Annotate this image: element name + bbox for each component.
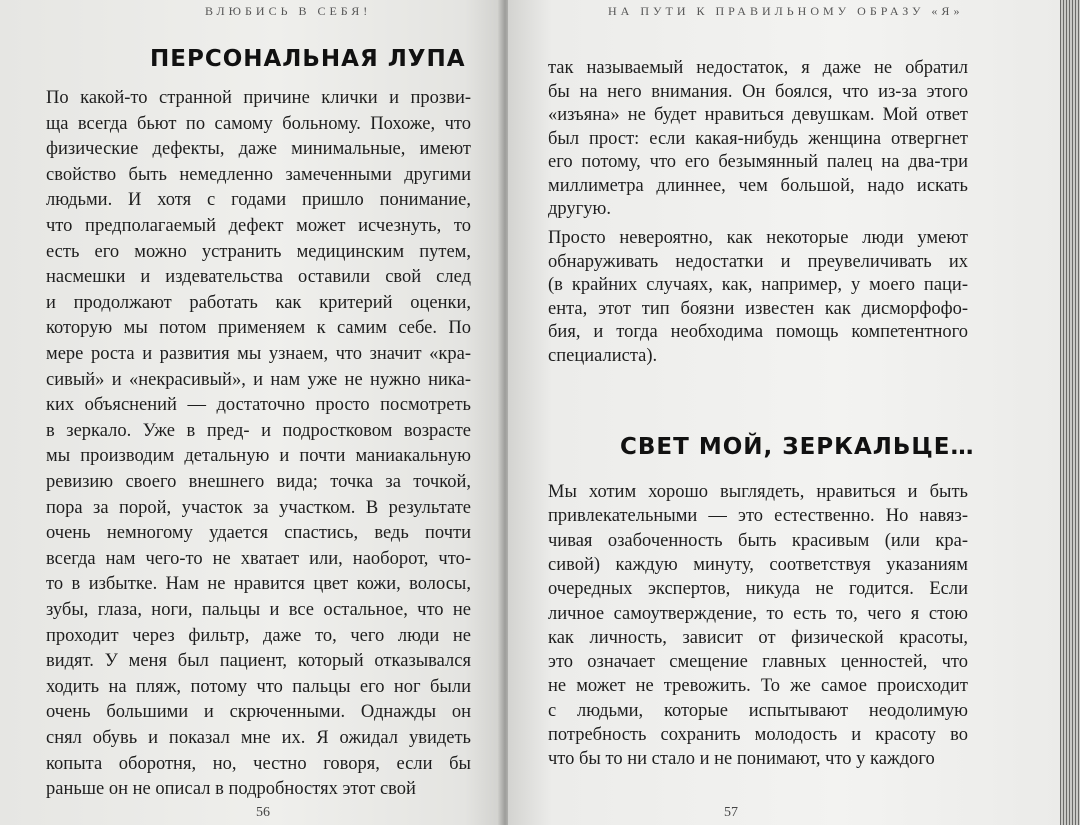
text-line: привлекательными — это естественно. Но навяз- xyxy=(548,506,968,527)
text-line: пора за порой, участок за участком. В результате xyxy=(46,497,471,518)
text-line: сивой) каждую минуту, соответствуя указаниям xyxy=(548,554,968,575)
text-line: бия, и тогда необходима помощь компетентного xyxy=(548,322,968,342)
text-line: и продолжают работать как критерий оценки, xyxy=(46,292,471,313)
text-line: очередных экспертов, никуда не годится. Если xyxy=(548,579,968,600)
text-line: так называемый недостаток, я даже не обратил xyxy=(548,58,968,78)
text-line: видят. У меня был пациент, который отказывался xyxy=(46,651,471,672)
text-line: мы производим детальную и почти маниакальную xyxy=(46,446,471,467)
text-line: что предполагаемый дефект может исчезнуть, то xyxy=(46,216,471,236)
text-line: Мы хотим хорошо выглядеть, нравиться и быть xyxy=(548,482,968,502)
text-line: в зеркало. Уже в пред- и подростковом возрасте xyxy=(46,420,471,441)
text-line: был прост: если какая-нибудь женщина отвергнет xyxy=(548,128,968,149)
text-line: то в избытке. Нам не нравится цвет кожи, волосы, xyxy=(46,574,471,595)
text-line: которую мы потом применяем к самим себе. По xyxy=(46,318,471,339)
section-heading-personal-magnifier: ПЕРСОНАЛЬНАЯ ЛУПА xyxy=(150,46,466,72)
text-line: Просто невероятно, как некоторые люди умеют xyxy=(548,228,968,248)
text-line: По какой-то странной причине клички и прозви- xyxy=(46,88,471,108)
text-line: зубы, глаза, ноги, пальцы и все остальное, что не xyxy=(46,600,471,620)
text-line: ких объяснений — достаточно просто посмотреть xyxy=(46,395,471,416)
text-line: ходить на пляж, потому что пальцы его ног были xyxy=(46,676,471,697)
text-line: людьми. И хотя с годами пришло понимание, xyxy=(46,190,471,211)
text-line: копыта оборотня, но, честно говоря, если бы xyxy=(46,753,471,774)
text-line: свойство быть немедленно замеченными другими xyxy=(46,164,471,185)
text-line: его потому, что его безымянный палец на два-три xyxy=(548,152,968,172)
text-line: раньше он не описал в подробностях этот свой xyxy=(46,779,416,800)
text-line: бы на него внимания. Он боялся, что из-за этого xyxy=(548,81,968,102)
text-line: обнаруживать недостатки и преувеличивать их xyxy=(548,251,968,272)
text-line: как личность, зависит от физической красоты, xyxy=(548,627,968,648)
left-page xyxy=(0,0,505,825)
text-line: есть его можно устранить медицинским путем, xyxy=(46,241,471,262)
text-line: очень немногому удается спастись, ведь почти xyxy=(46,523,471,544)
text-line: насмешки и издевательства оставили свой след xyxy=(46,267,471,288)
running-head-left: ВЛЮБИСЬ В СЕБЯ! xyxy=(205,4,372,18)
text-line: потребность сохранить молодость и красоту во xyxy=(548,725,968,745)
text-line: проходит через фильтр, даже то, чего люди не xyxy=(46,625,471,646)
text-line: физические дефекты, даже минимальные, имеют xyxy=(46,139,471,160)
text-line: «изъяна» не будет нравиться девушкам. Мой ответ xyxy=(548,105,968,125)
text-line: не может не тревожить. То же самое происходит xyxy=(548,676,968,697)
page-number-right: 57 xyxy=(724,805,738,820)
text-line: сивый» и «некрасивый», и нам уже не нужно ника- xyxy=(46,369,471,390)
text-line: с людьми, которые испытывают неодолимую xyxy=(548,700,968,721)
text-line: снял обувь и показал мне их. Я ожидал увидеть xyxy=(46,728,471,748)
text-line: чивая озабоченность быть красивым (или кра- xyxy=(548,530,968,551)
text-line: (в крайних случаях, как, например, у моего паци- xyxy=(548,275,968,295)
text-line: миллиметра длиннее, чем большой, надо искать xyxy=(548,175,968,196)
text-line: что бы то ни стало и не понимают, что у каждого xyxy=(548,749,935,770)
page-number-left: 56 xyxy=(256,805,270,820)
text-line: личное самоутверждение, то есть то, чего я стою xyxy=(548,603,968,624)
text-line: ента, этот тип боязни известен как дисморфофо- xyxy=(548,298,968,319)
text-line: очень большими и скрюченными. Однажды он xyxy=(46,702,471,723)
text-line: мере роста и развития мы узнаем, что значит «кра- xyxy=(46,344,471,364)
running-head-right: НА ПУТИ К ПРАВИЛЬНОМУ ОБРАЗУ «Я» xyxy=(608,4,964,18)
text-line: это означает смещение главных ценностей, что xyxy=(548,652,968,673)
text-line: другую. xyxy=(548,199,611,219)
right-page xyxy=(508,0,1060,825)
text-line: ща всегда бьют по самому больному. Похоже, что xyxy=(46,113,471,134)
section-heading-mirror: СВЕТ МОЙ, ЗЕРКАЛЬЦЕ… xyxy=(620,434,975,460)
text-line: специалиста). xyxy=(548,345,658,366)
text-line: ревизию своего внешнего вида; точка за точкой, xyxy=(46,472,471,492)
text-line: всегда нам чего-то не хватает или, наоборот, что- xyxy=(46,548,471,569)
page-edges xyxy=(1060,0,1080,825)
